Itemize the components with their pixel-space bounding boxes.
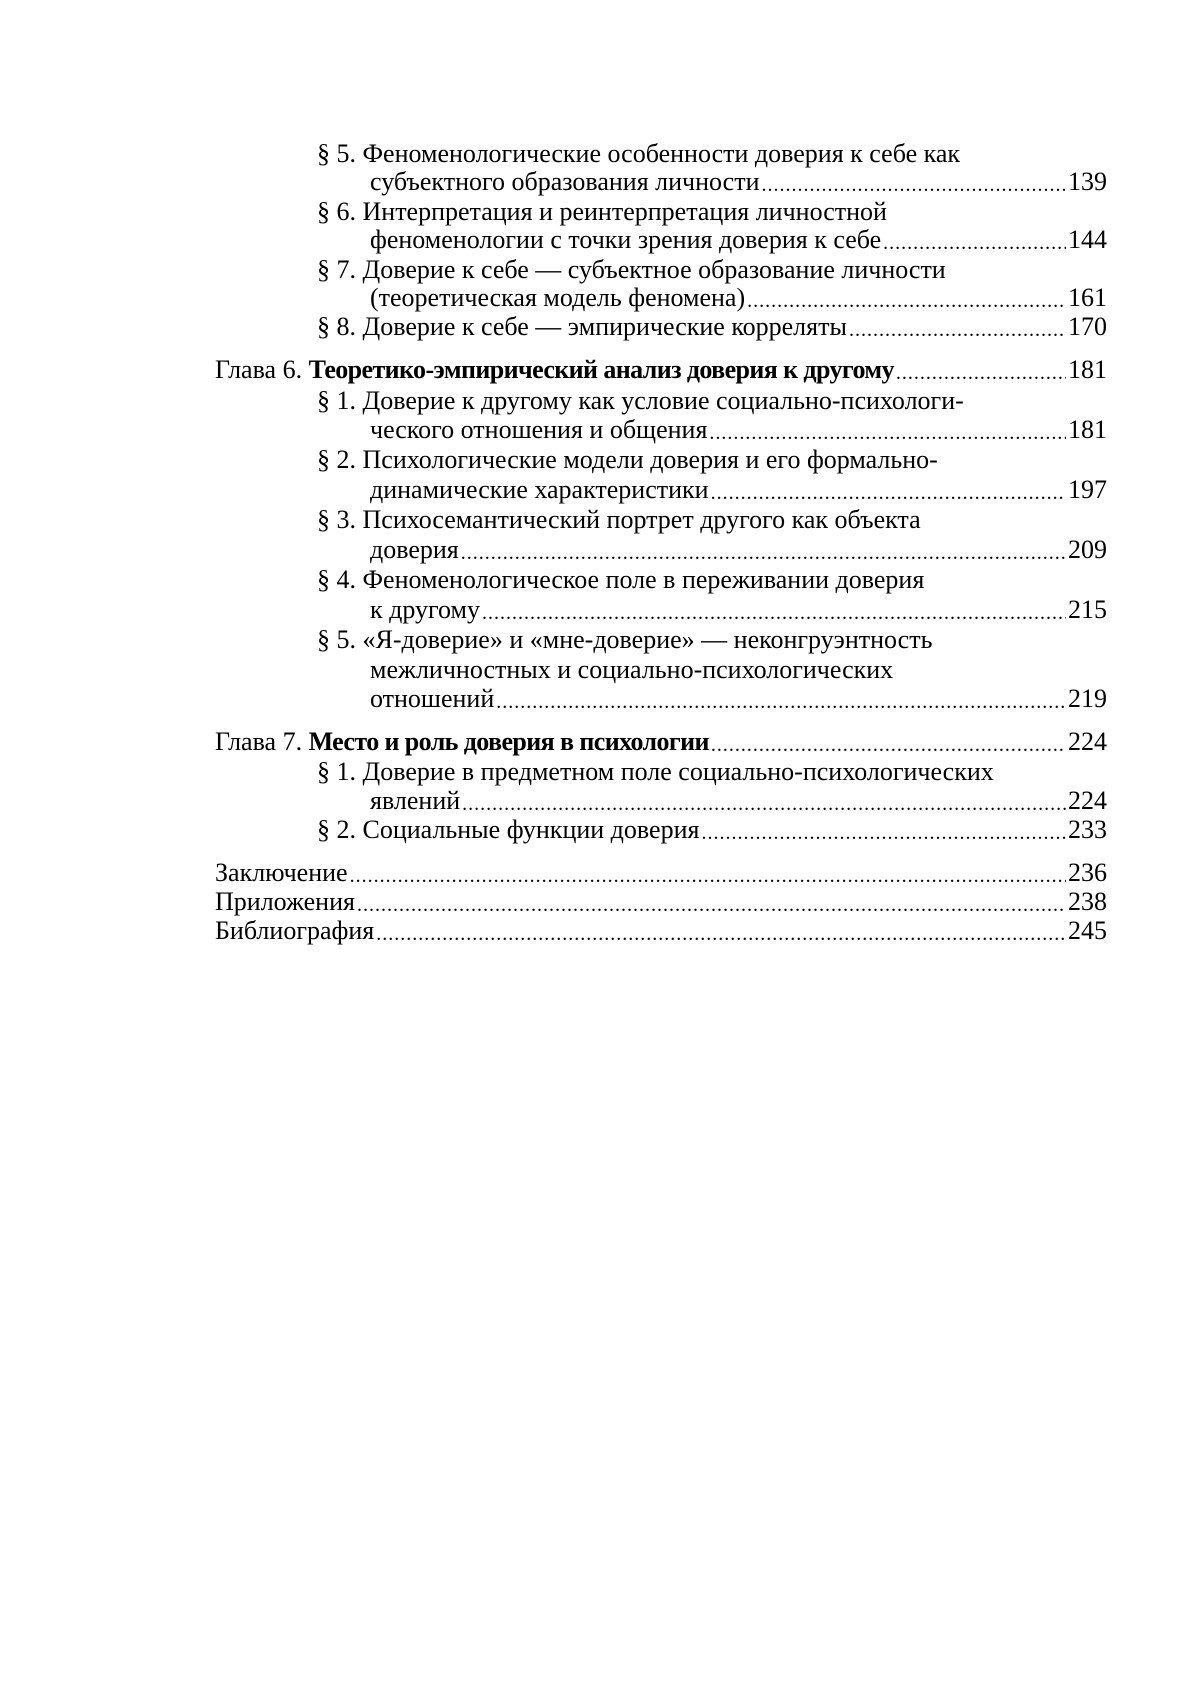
toc-section-6-title: § 6. Интерпретация и реинтерпретация личностной <box>317 197 887 226</box>
toc-ch6-section-4-line-2 <box>370 595 1107 625</box>
toc-ch7-section-2-line-1 <box>317 815 1107 845</box>
toc-ch6-section-5-title: § 5. «Я-доверие» и «мне-доверие» — неконгруэнтность <box>317 625 933 654</box>
toc-ch6-section-4-line-1 <box>317 565 1107 595</box>
toc-ch6-section-1-title: § 1. Доверие к другому как условие социально-психологи- <box>317 386 964 415</box>
dot-leader <box>894 355 1066 385</box>
toc-conclusion-label: Заключение <box>215 858 348 887</box>
toc-section-6-line-2 <box>370 225 1107 255</box>
toc-chapter-6-page: 181 <box>1068 355 1107 384</box>
toc-chapter-7-heading <box>215 727 709 757</box>
toc-appendices <box>215 887 1107 917</box>
toc-ch7-section-2-page: 233 <box>1068 815 1107 844</box>
toc-section-6-page: 144 <box>1068 225 1107 254</box>
toc-chapter-6-prefix: Глава 6. <box>215 355 303 384</box>
toc-ch6-section-4-page: 215 <box>1068 595 1107 624</box>
toc-section-7-title-cont: (теоретическая модель феномена) <box>370 283 746 312</box>
toc-ch6-section-1-title-cont: ческого отношения и общения <box>370 415 708 444</box>
toc-bibliography-page: 245 <box>1068 916 1107 945</box>
toc-ch7-section-2-title: § 2. Социальные функции доверия <box>317 815 700 844</box>
toc-ch7-section-1-title-cont: явлений <box>370 786 461 815</box>
toc-bibliography <box>215 916 1107 946</box>
toc-ch6-section-5-line-2 <box>370 655 1107 685</box>
dot-leader <box>480 595 1066 625</box>
dot-leader <box>494 684 1066 714</box>
toc-ch7-section-1-title: § 1. Доверие в предметном поле социально-психологических <box>317 757 994 786</box>
dot-leader <box>460 786 1066 816</box>
toc-ch6-section-2-page: 197 <box>1068 475 1107 504</box>
toc-section-8-title: § 8. Доверие к себе — эмпирические корреляты <box>317 312 847 341</box>
toc-ch7-section-1-line-2 <box>370 786 1107 816</box>
toc-conclusion-page: 236 <box>1068 858 1107 887</box>
toc-ch6-section-3-title-cont: доверия <box>370 535 459 564</box>
toc-section-6-line-1 <box>317 197 1107 227</box>
toc-conclusion <box>215 858 1107 888</box>
toc-ch6-section-2-line-2 <box>370 475 1107 505</box>
toc-ch6-section-3-line-2 <box>370 535 1107 565</box>
toc-ch6-section-3-line-1 <box>317 505 1107 535</box>
toc-ch6-section-2-title: § 2. Психологические модели доверия и его формально- <box>317 445 938 474</box>
toc-appendices-label: Приложения <box>215 887 355 916</box>
toc-ch6-section-1-line-2 <box>370 415 1107 445</box>
dot-leader <box>760 167 1067 197</box>
toc-ch6-section-1-line-1 <box>317 386 1107 416</box>
toc-chapter-7-page: 224 <box>1068 727 1107 756</box>
toc-section-5-title-cont: субъектного образования личности <box>370 167 760 196</box>
dot-leader <box>881 225 1066 255</box>
toc-section-7-line-2 <box>370 283 1107 313</box>
toc-ch6-section-5-title-cont-2: отношений <box>370 684 495 713</box>
toc-chapter-6 <box>215 355 1107 385</box>
toc-ch7-section-1-page: 224 <box>1068 786 1107 815</box>
dot-leader <box>374 916 1066 946</box>
toc-ch6-section-5-line-3 <box>370 684 1107 714</box>
toc-ch6-section-3-title: § 3. Психосемантический портрет другого как объекта <box>317 505 921 534</box>
dot-leader <box>699 815 1066 845</box>
dot-leader <box>459 535 1066 565</box>
toc-section-5-page: 139 <box>1068 167 1107 196</box>
toc-chapter-7-title: Место и роль доверия в психологии <box>308 727 709 756</box>
toc-section-8-line-1 <box>317 312 1107 342</box>
toc-ch6-section-4-title: § 4. Феноменологическое поле в переживании доверия <box>317 565 925 594</box>
dot-leader <box>348 858 1066 888</box>
toc-chapter-6-heading <box>215 355 894 385</box>
toc-section-6-title-cont: феноменологии с точки зрения доверия к себе <box>370 225 882 254</box>
toc-ch6-section-3-page: 209 <box>1068 535 1107 564</box>
dot-leader <box>707 415 1066 445</box>
toc-chapter-6-title: Теоретико-эмпирический анализ доверия к другому <box>308 355 894 384</box>
toc-ch6-section-2-title-cont: динамические характеристики <box>370 475 709 504</box>
dot-leader <box>709 475 1066 505</box>
toc-ch6-section-5-page: 219 <box>1068 684 1107 713</box>
dot-leader <box>709 727 1066 757</box>
toc-bibliography-label: Библиография <box>215 916 375 945</box>
dot-leader <box>745 283 1066 313</box>
toc-ch6-section-1-page: 181 <box>1068 415 1107 444</box>
toc-section-7-title: § 7. Доверие к себе — субъектное образование личности <box>317 255 946 284</box>
toc-section-5-title: § 5. Феноменологические особенности доверия к себе как <box>317 139 961 168</box>
dot-leader <box>847 312 1066 342</box>
toc-appendices-page: 238 <box>1068 887 1107 916</box>
toc-section-5-line-1 <box>317 139 1107 169</box>
toc-ch7-section-1-line-1 <box>317 757 1107 787</box>
toc-ch6-section-5-title-cont: межличностных и социально-психологических <box>370 655 894 684</box>
toc-ch6-section-5-line-1 <box>317 625 1107 655</box>
dot-leader <box>355 887 1066 917</box>
toc-ch6-section-2-line-1 <box>317 445 1107 475</box>
toc-chapter-7 <box>215 727 1107 757</box>
toc-ch6-section-4-title-cont: к другому <box>370 595 480 624</box>
toc-section-7-page: 161 <box>1068 283 1107 312</box>
toc-section-5-line-2 <box>370 167 1107 197</box>
toc-section-8-page: 170 <box>1068 312 1107 341</box>
toc-chapter-7-prefix: Глава 7. <box>215 727 303 756</box>
toc-section-7-line-1 <box>317 255 1107 285</box>
